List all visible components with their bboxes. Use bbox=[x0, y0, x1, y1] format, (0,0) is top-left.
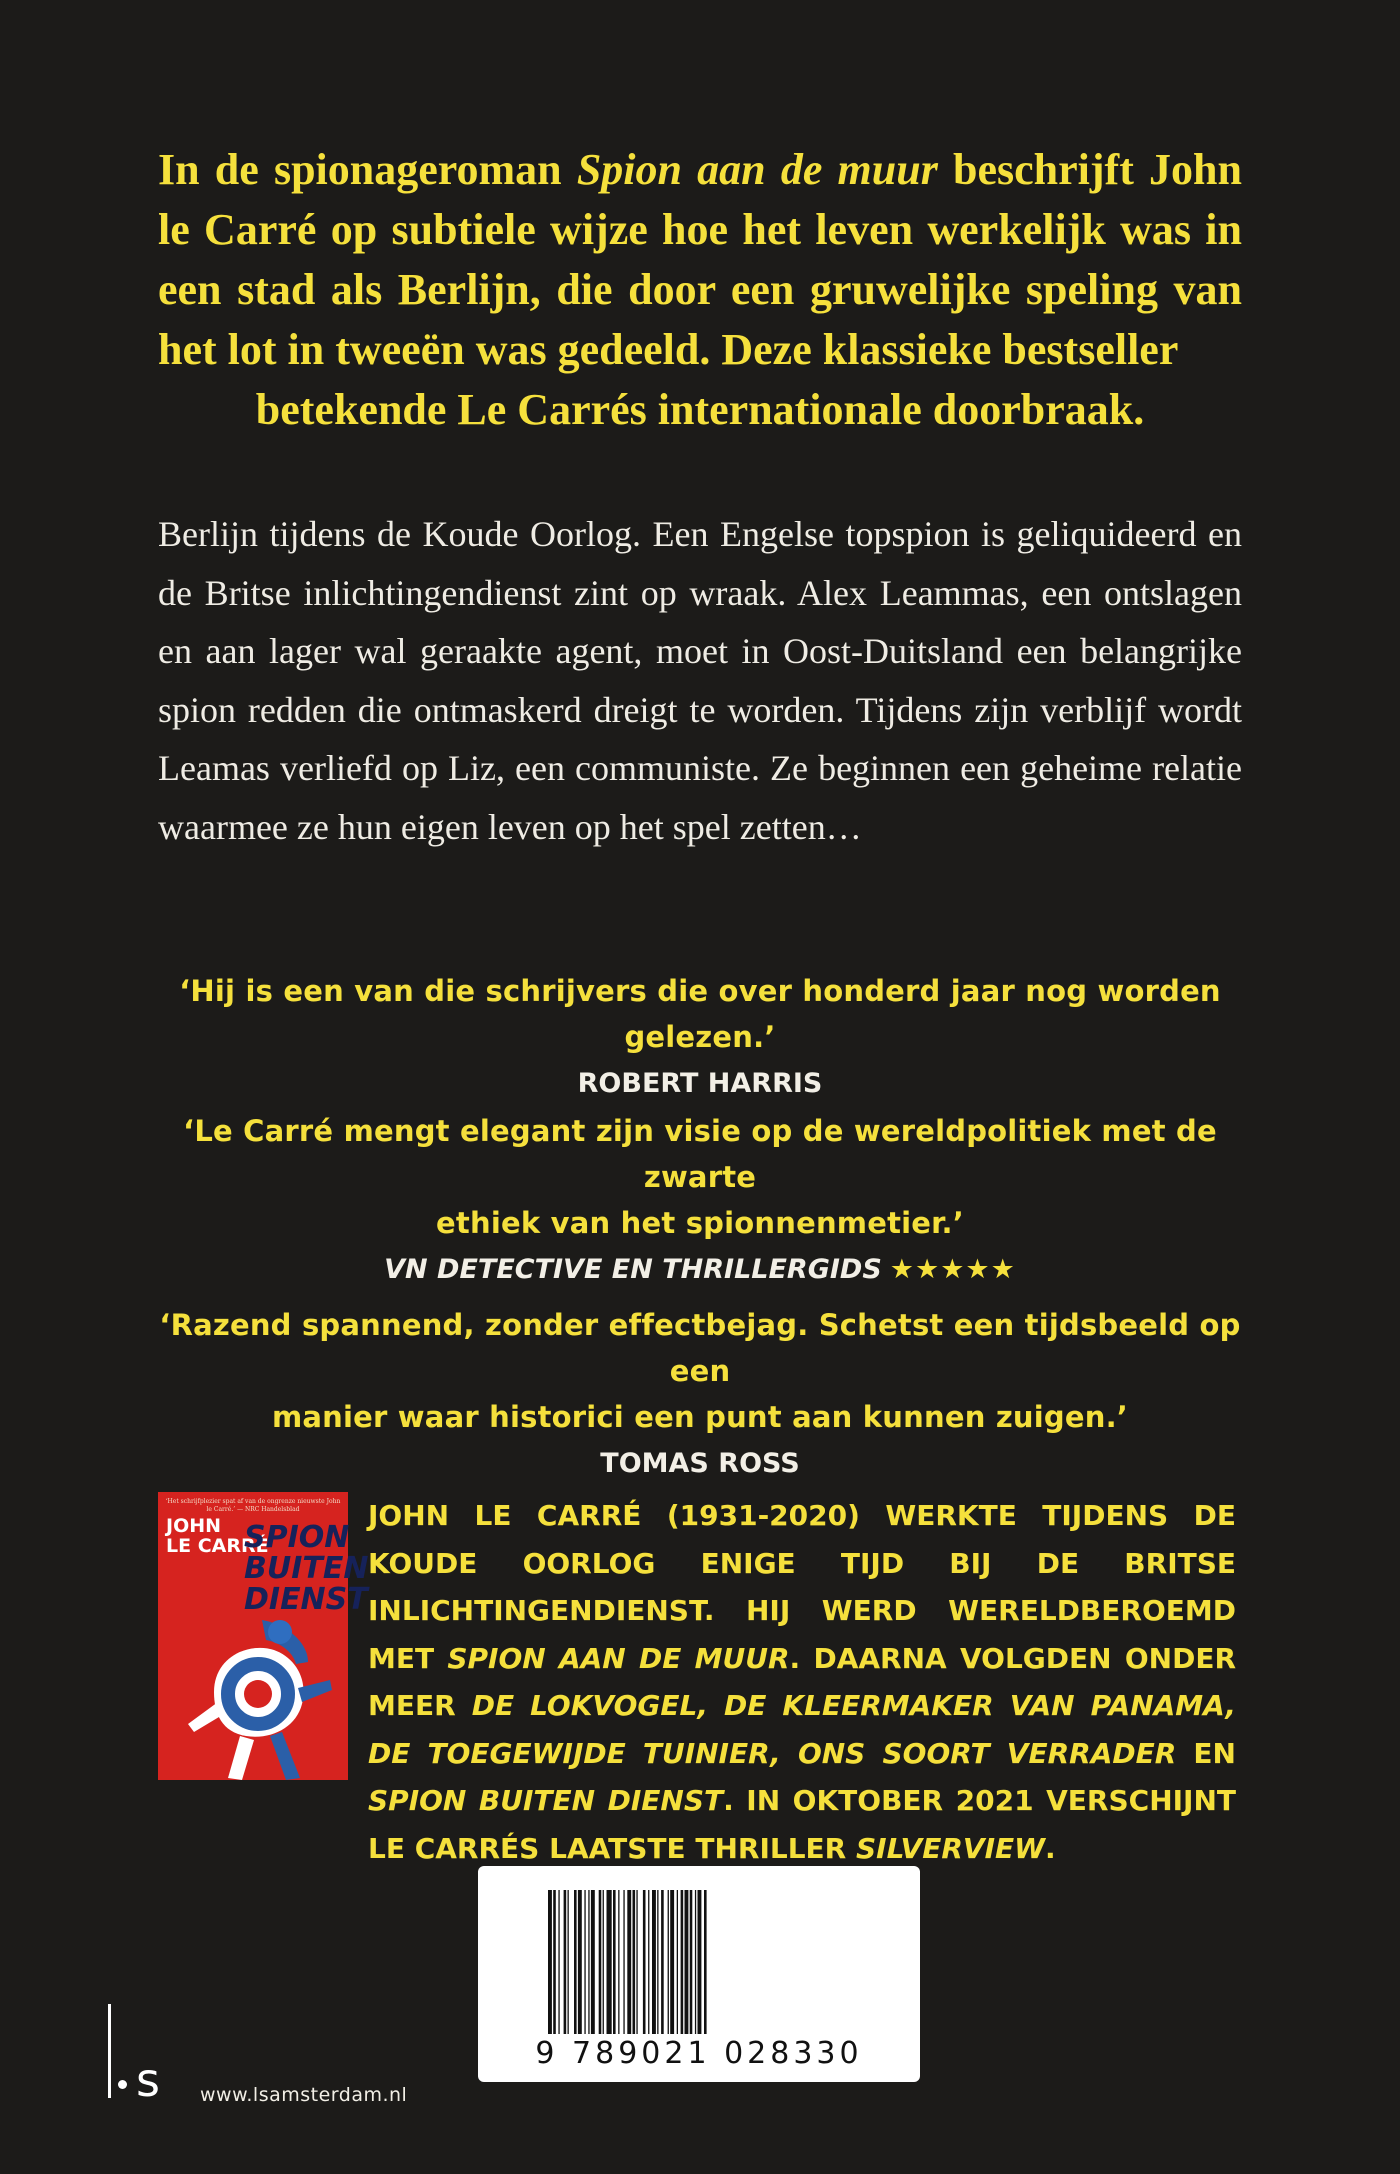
barcode-bar bbox=[591, 1890, 595, 2034]
barcode-bar bbox=[574, 1890, 577, 2034]
quote-text: ‘Razend spannend, zonder effectbejag. Schetst een tijdsbeeld op een bbox=[159, 1308, 1241, 1388]
barcode-bar bbox=[548, 1890, 552, 2034]
barcode-bar bbox=[681, 1890, 684, 2034]
author-bio bbox=[368, 1492, 1236, 1872]
barcode-bar bbox=[588, 1890, 589, 2034]
publisher-logo bbox=[106, 2004, 186, 2107]
barcode-bar bbox=[698, 1890, 702, 2034]
thumbnail-quote: ‘Het schrijfplezier spat af van de ongrenze nieuwste John le Carré.’ — NRC Handelsblad bbox=[165, 1498, 341, 1513]
barcode-bar bbox=[677, 1890, 678, 2034]
quote-3 bbox=[140, 1302, 1260, 1486]
barcode-bars bbox=[478, 1866, 920, 2036]
book-cover-thumbnail bbox=[158, 1492, 369, 1780]
quote-source: TOMAS ROSS bbox=[600, 1448, 800, 1479]
barcode-bar bbox=[578, 1890, 582, 2034]
thumbnail-title-line: SPION bbox=[244, 1520, 350, 1555]
quote-source: ROBERT HARRIS bbox=[577, 1068, 823, 1099]
barcode bbox=[478, 1866, 920, 2082]
thumbnail-title-line: BUITEN bbox=[244, 1551, 369, 1586]
barcode-bar bbox=[690, 1890, 693, 2034]
barcode-bar bbox=[607, 1890, 612, 2034]
bio-book-titles: DE LOKVOGEL, DE KLEERMAKER VAN PANAMA, DE TOEGEWIJDE TUINIER, ONS SOORT VERRADER bbox=[368, 1689, 1236, 1770]
logo-letter: s bbox=[136, 2053, 160, 2107]
barcode-bar bbox=[648, 1890, 649, 2034]
barcode-bar bbox=[613, 1890, 616, 2034]
barcode-bar bbox=[553, 1890, 556, 2034]
blurb-last-line: betekende Le Carrés internationale doorbraak. bbox=[255, 385, 1145, 434]
bio-book-title: SPION AAN DE MUUR bbox=[447, 1641, 790, 1675]
quote-source bbox=[140, 1248, 1260, 1292]
barcode-bar bbox=[603, 1890, 604, 2034]
logo-dot bbox=[118, 2080, 127, 2089]
barcode-bar bbox=[584, 1890, 585, 2034]
publisher-url[interactable]: www.lsamsterdam.nl bbox=[200, 2084, 408, 2106]
barcode-bar bbox=[652, 1890, 656, 2034]
barcode-bar bbox=[636, 1890, 637, 2034]
rating-stars: ★★★★★ bbox=[889, 1254, 1016, 1285]
blurb-book-title: Spion aan de muur bbox=[576, 145, 938, 194]
quote-2 bbox=[140, 1108, 1260, 1292]
barcode-bar bbox=[633, 1890, 636, 2034]
barcode-bar bbox=[704, 1890, 707, 2034]
quote-source-name: VN DETECTIVE EN THRILLERGIDS bbox=[384, 1254, 882, 1285]
thumbnail-author-line: LE CARRÉ bbox=[166, 1535, 269, 1557]
bio-text: . DAARNA VOLGDEN ONDER MEER bbox=[368, 1641, 1237, 1722]
isbn-number: 9 789021 028330 bbox=[535, 2036, 863, 2071]
quote-text: ‘Hij is een van die schrijvers die over honderd jaar nog worden gelezen.’ bbox=[179, 974, 1221, 1054]
quote-1 bbox=[140, 968, 1260, 1106]
blurb bbox=[158, 140, 1242, 440]
description: Berlijn tijdens de Koude Oorlog. Een Engelse topspion is geliquideerd en de Britse inlichtingendienst zint op wraak. Alex Leammas, een ontslagen en aan lager wal geraakte agent, moet in Oost-Duitsland een belangrijke spion redden die ontmaskerd dreigt te worden. Tijdens zijn verblijf wordt Leamas verliefd op Liz, een communiste. Ze beginnen een geheime relatie waarmee ze hun eigen leven op het spel zetten… bbox=[158, 514, 1242, 847]
barcode-bar bbox=[657, 1890, 658, 2034]
barcode-bar bbox=[695, 1890, 696, 2034]
barcode-bar bbox=[568, 1890, 569, 2034]
blurb-text-2: beschrijft John le Carré op subtiele wijze hoe het leven werkelijk was in een stad als Berlijn, die door een gruwelijke speling van het lot in tweeën was gedeeld. Deze klassieke bestseller bbox=[158, 145, 1242, 374]
bio-text: JOHN LE CARRÉ (1931-2020) WERKTE TIJDENS DE KOUDE OORLOG ENIGE TIJD BIJ DE BRITSE INLICHTINGENDIENST. HIJ WERD WERELDBEROEMD MET bbox=[368, 1499, 1236, 1675]
quote-text: manier waar historici een punt aan kunnen zuigen.’ bbox=[271, 1400, 1129, 1434]
bio-book-title: SILVERVIEW bbox=[855, 1831, 1046, 1865]
barcode-bar bbox=[558, 1890, 559, 2034]
bio-book-title: SPION BUITEN DIENST bbox=[368, 1784, 724, 1817]
quote-text: ‘Le Carré mengt elegant zijn visie op de wereldpolitiek met de zwarte bbox=[183, 1114, 1217, 1194]
barcode-bar bbox=[623, 1890, 624, 2034]
quote-text: ethiek van het spionnenmetier.’ bbox=[436, 1206, 964, 1240]
barcode-bar bbox=[618, 1890, 619, 2034]
barcode-bar bbox=[643, 1890, 646, 2034]
barcode-bar bbox=[670, 1890, 674, 2034]
logo-bar bbox=[108, 2004, 111, 2098]
thumbnail-author-line: JOHN bbox=[166, 1515, 222, 1537]
barcode-bar bbox=[599, 1890, 602, 2034]
blurb-text: In de spionageroman bbox=[158, 145, 577, 194]
barcode-bar bbox=[627, 1890, 631, 2034]
barcode-bar bbox=[668, 1890, 669, 2034]
bio-text: . IN OKTOBER 2021 VERSCHIJNT LE CARRÉS LAATSTE THRILLER bbox=[368, 1784, 1237, 1865]
thumbnail-title-line: DIENST bbox=[244, 1582, 368, 1617]
barcode-bar bbox=[661, 1890, 664, 2034]
barcode-bar bbox=[564, 1890, 567, 2034]
bio-text: . bbox=[1045, 1831, 1056, 1865]
bio-text: EN bbox=[1176, 1736, 1236, 1770]
barcode-bar bbox=[685, 1890, 689, 2034]
running-figure-illustration bbox=[158, 1492, 348, 1780]
